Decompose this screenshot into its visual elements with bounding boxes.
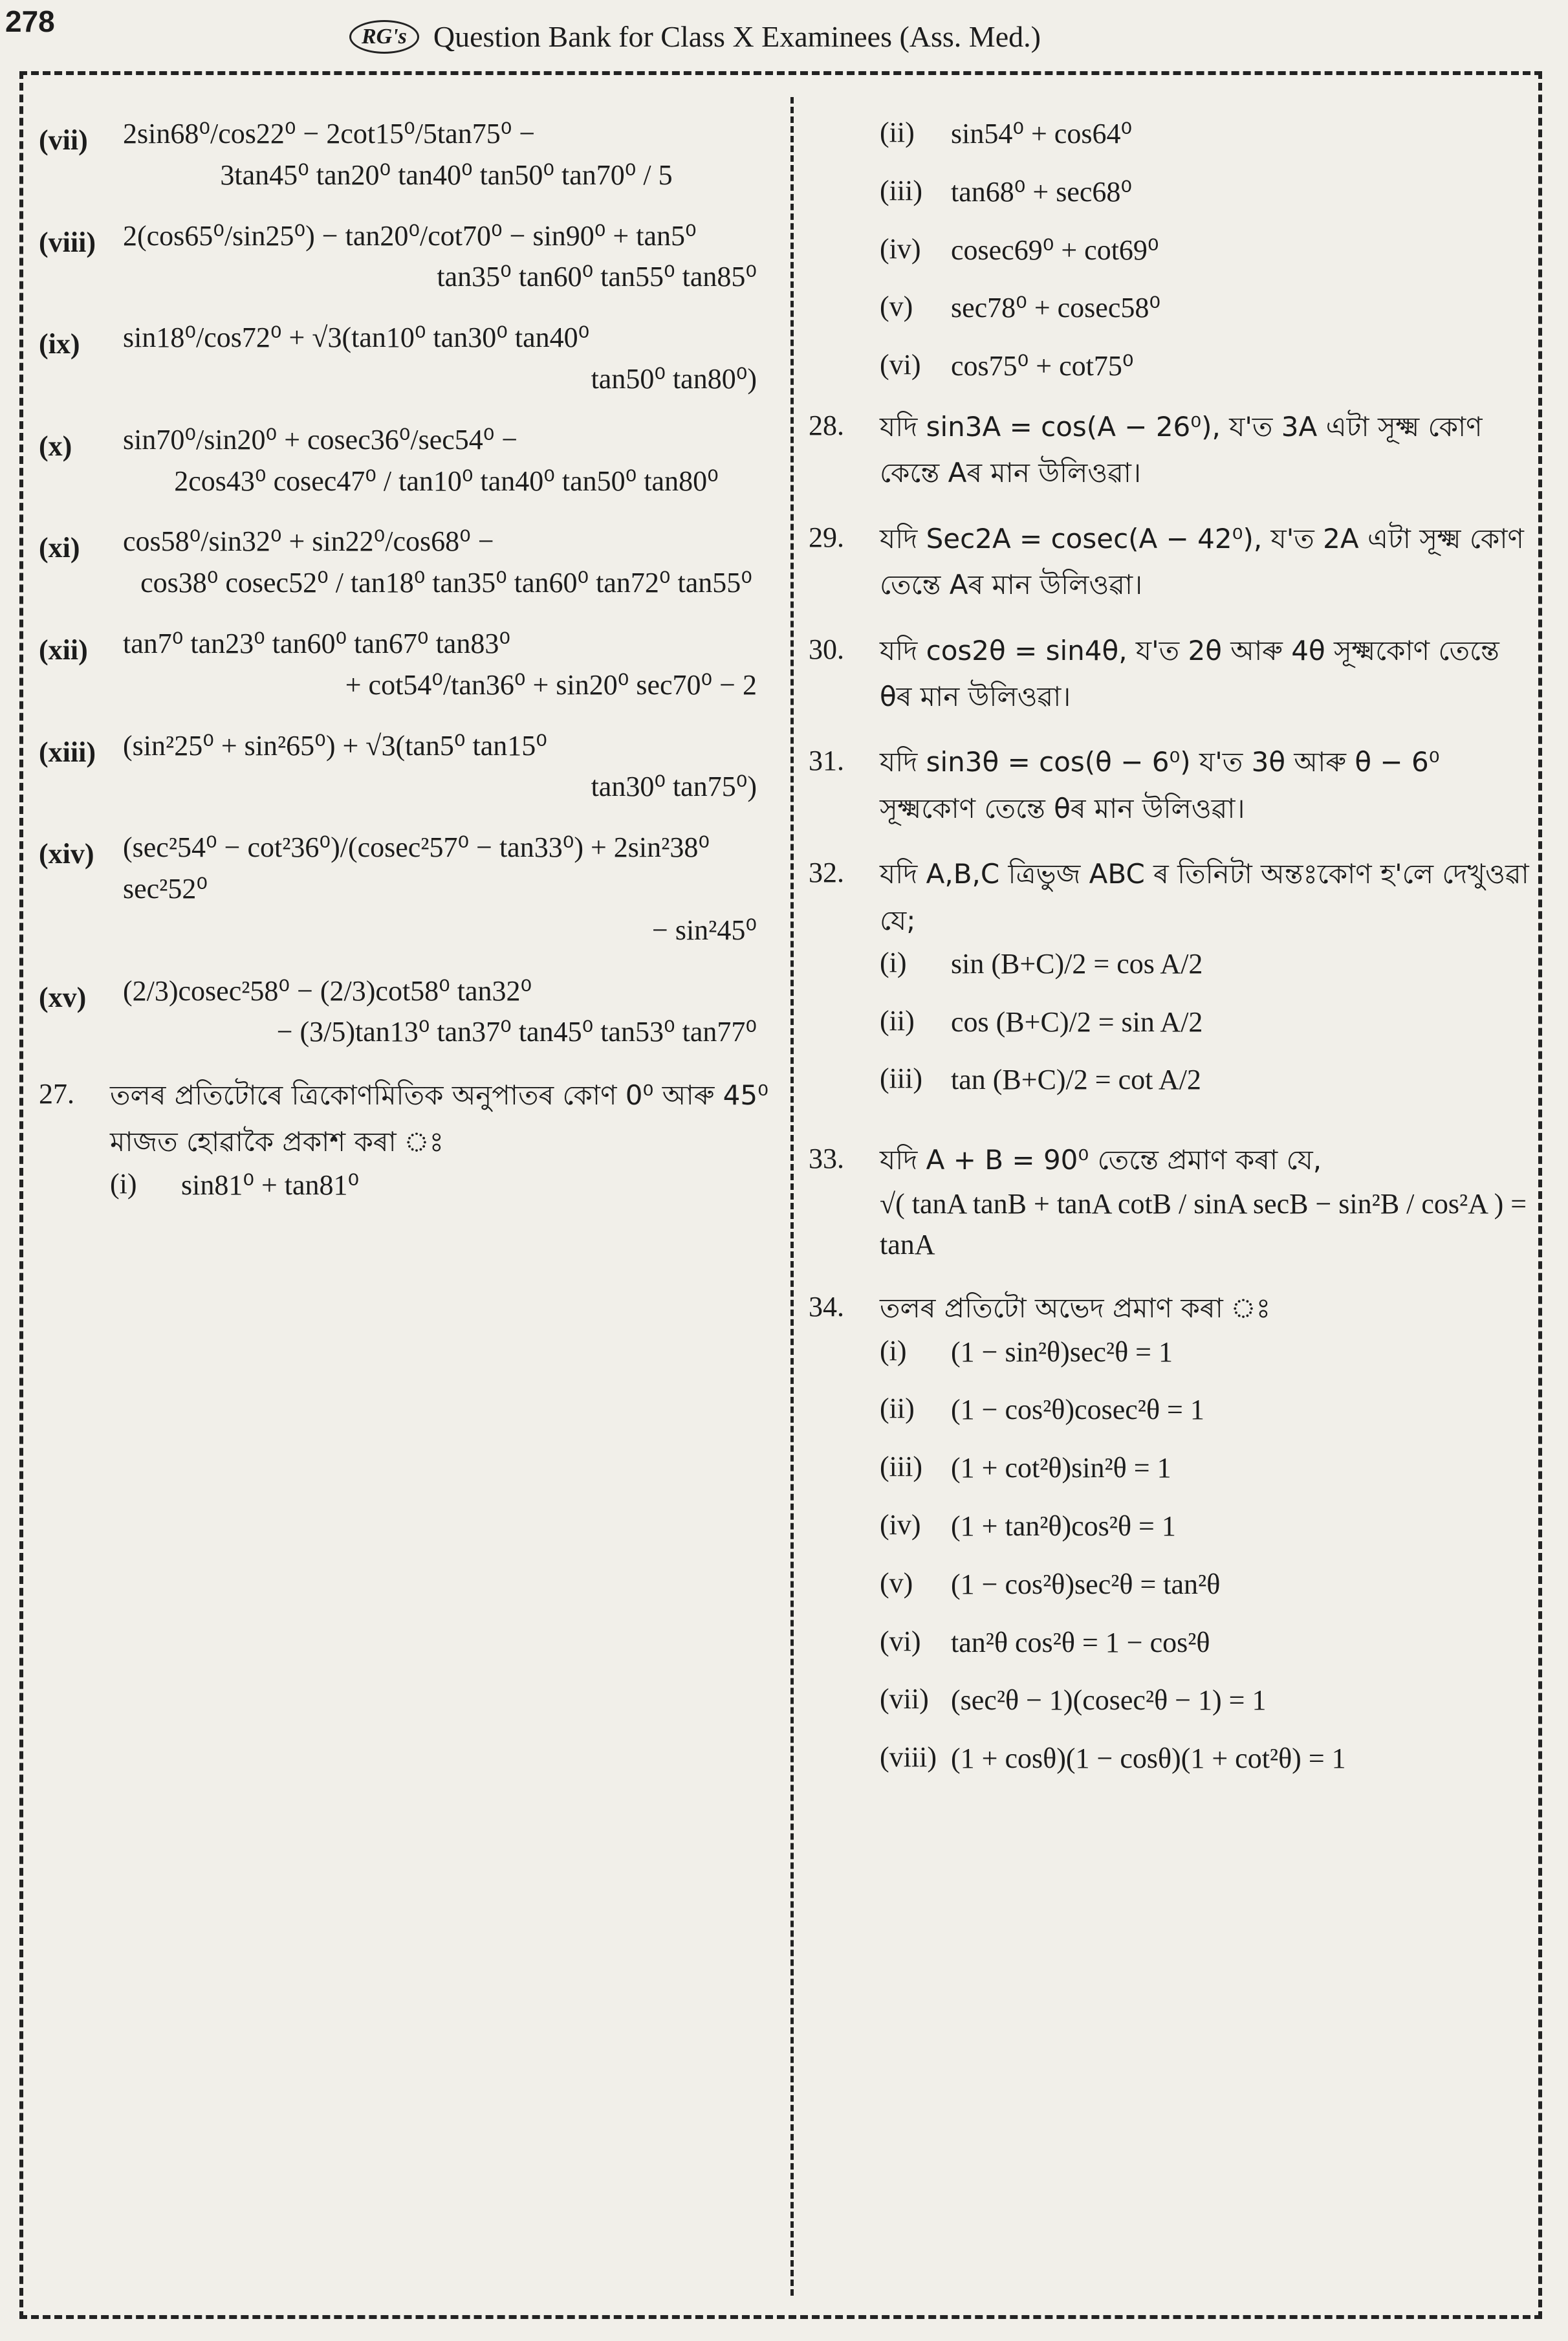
question-30 [809,628,1533,720]
sub-question-label: (xiv) [39,838,94,870]
sub-question-v [880,287,1533,329]
sub-question-label: (viii) [39,226,96,258]
expression-line: sin81⁰ + tan81⁰ [181,1169,360,1201]
sub-question-vii [880,1680,1533,1721]
expression-line: tan²θ cos²θ = 1 − cos²θ [951,1626,1210,1658]
question-32 [809,851,1533,1117]
question-text: তলৰ প্ৰতিটোৰে ত্ৰিকোণমিতিক অনুপাতৰ কোণ 0⁰ আৰু 45⁰ মাজত হোৱাকৈ প্ৰকাশ কৰা ঃ [110,1079,768,1158]
question-number: 31. [809,745,844,777]
sub-question-label: (v) [880,291,913,323]
sub-question-iv [880,1506,1533,1547]
expression-line: cos58⁰/sin32⁰ + sin22⁰/cos68⁰ − [123,525,494,558]
sub-question-label: (i) [880,1334,907,1367]
question-number: 29. [809,521,844,553]
question-27 [39,1072,770,1223]
frame-top-border [19,71,1542,75]
sub-question-ii [880,1389,1533,1431]
expression-line: cos75⁰ + cot75⁰ [951,350,1134,382]
sub-question-x [39,419,770,502]
expression-line: cos (B+C)/2 = sin A/2 [951,1006,1203,1038]
sub-question-label: (v) [880,1566,913,1599]
expression-continuation: cos38⁰ cosec52⁰ / tan18⁰ tan35⁰ tan60⁰ tan72⁰ tan55⁰ [140,567,752,599]
question-31 [809,739,1533,831]
question-number: 32. [809,857,844,889]
expression-line: (2/3)cosec²58⁰ − (2/3)cot58⁰ tan32⁰ [123,974,532,1007]
sub-question-v [880,1564,1533,1605]
sub-question-iii [880,1447,1533,1489]
question-number: 33. [809,1143,844,1175]
sub-question-viii [39,215,770,298]
column-divider [790,97,794,2296]
expression-line: (sec²54⁰ − cot²36⁰)/(cosec²57⁰ − tan33⁰) + 2sin²38⁰ sec²52⁰ [123,831,710,905]
sub-question-ii [880,1002,1533,1043]
expression-line: 2(cos65⁰/sin25⁰) − tan20⁰/cot70⁰ − sin90⁰ + tan5⁰ [123,219,697,252]
question-text: যদি Sec2A = cosec(A − 42⁰), য'ত 2A এটা সূক্ষ্ম কোণ তেন্তে Aৰ মান উলিওৱা। [880,522,1524,601]
sub-question-label: (xiii) [39,736,96,768]
sub-question-xv [39,971,770,1053]
expression-line: (1 − cos²θ)sec²θ = tan²θ [951,1568,1221,1600]
expression-line: 2sin68⁰/cos22⁰ − 2cot15⁰/5tan75⁰ − [123,118,536,149]
expression-line: sin54⁰ + cos64⁰ [951,118,1133,149]
expression-line: cosec69⁰ + cot69⁰ [951,234,1159,266]
sub-question-label: (iii) [880,1062,922,1095]
question-28 [809,404,1533,496]
expression-continuation: − (3/5)tan13⁰ tan37⁰ tan45⁰ tan53⁰ tan77⁰ [276,1016,757,1048]
sub-question-label: (xi) [39,532,80,564]
expression-continuation: tan35⁰ tan60⁰ tan55⁰ tan85⁰ [437,261,757,293]
sub-question-iii [880,1059,1533,1101]
sub-question-label: (viii) [880,1741,937,1774]
expression-line: tan7⁰ tan23⁰ tan60⁰ tan67⁰ tan83⁰ [123,627,510,659]
sub-question-label: (ix) [39,328,80,360]
expression-line: tan68⁰ + sec68⁰ [951,175,1133,208]
sub-question-label: (vi) [880,349,921,381]
sub-question-i [110,1165,770,1206]
question-text: যদি sin3A = cos(A − 26⁰), য'ত 3A এটা সূক্ষ্ম কোণ কেন্তে Aৰ মান উলিওৱা। [880,410,1483,489]
sub-question-label: (ii) [880,116,915,148]
expression-line: (1 + tan²θ)cos²θ = 1 [951,1510,1176,1543]
expression-line: sin (B+C)/2 = cos A/2 [951,947,1203,980]
sub-question-xiv [39,827,770,951]
expression-line: (1 + cot²θ)sin²θ = 1 [951,1452,1171,1484]
question-34 [809,1285,1533,1796]
header-title: Question Bank for Class X Examinees (Ass. Med.) [433,20,1041,53]
sub-question-label: (iii) [880,174,922,206]
expression-continuation: 2cos43⁰ cosec47⁰ / tan10⁰ tan40⁰ tan50⁰ tan80⁰ [174,465,719,497]
expression-continuation: tan50⁰ tan80⁰) [591,362,757,395]
expression-line: (sin²25⁰ + sin²65⁰) + √3(tan5⁰ tan15⁰ [123,729,547,762]
sub-question-xii [39,623,770,706]
sub-question-label: (iv) [880,1509,921,1541]
page-header [349,19,1041,54]
expression-continuation: − sin²45⁰ [652,914,757,946]
question-text: যদি cos2θ = sin4θ, য'ত 2θ আৰু 4θ সূক্ষ্মকোণ তেন্তে θৰ মান উলিওৱা। [880,634,1499,712]
question-number: 30. [809,633,844,665]
question-29 [809,516,1533,608]
question-27-continued [809,113,1533,387]
expression-line: tan (B+C)/2 = cot A/2 [951,1064,1201,1096]
sub-question-i [880,943,1533,985]
publisher-logo: RG's [349,20,419,54]
sub-question-label: (vii) [880,1683,929,1715]
sub-question-label: (i) [110,1167,137,1200]
sub-question-xi [39,521,770,604]
frame-right-border [1538,71,1542,2319]
sub-question-label: (ii) [880,1004,915,1037]
sub-question-label: (xv) [39,981,87,1013]
question-number: 28. [809,409,844,441]
frame-left-border [19,71,23,2319]
question-text: যদি A + B = 90⁰ তেন্তে প্ৰমাণ কৰা যে, [880,1144,1322,1176]
question-number: 34. [809,1291,844,1323]
expression-continuation: + cot54⁰/tan36⁰ + sin20⁰ sec70⁰ − 2 [345,668,757,701]
expression-continuation: tan30⁰ tan75⁰) [591,771,757,803]
expression-line: sin70⁰/sin20⁰ + cosec36⁰/sec54⁰ − [123,423,518,456]
sub-question-label: (vi) [880,1625,921,1657]
sub-question-ii [880,113,1533,155]
sub-question-ix [39,317,770,400]
expression-line: (1 − cos²θ)cosec²θ = 1 [951,1394,1204,1426]
sub-question-iii [880,171,1533,213]
right-column [809,113,1533,1816]
sub-question-vi [880,1622,1533,1664]
page-number: 278 [5,5,55,38]
expression-continuation: 3tan45⁰ tan20⁰ tan40⁰ tan50⁰ tan70⁰ / 5 [220,159,673,191]
sub-question-label: (vii) [39,124,88,156]
sub-question-viii [880,1738,1533,1779]
frame-bottom-border [19,2315,1542,2319]
sub-question-iv [880,230,1533,271]
sub-question-xiii [39,725,770,808]
question-text: যদি A,B,C ত্ৰিভুজ ABC ৰ তিনিটা অন্তঃকোণ হ'লে দেখুওৱা যে; [880,858,1529,936]
left-column [39,113,770,1242]
expression-line: √( tanA tanB + tanA cotB / sinA secB − sin²B / cos²A ) = tanA [880,1187,1527,1261]
sub-question-vi [880,346,1533,387]
sub-question-label: (iv) [880,232,921,265]
sub-question-label: (iii) [880,1451,922,1483]
expression-line: (1 − sin²θ)sec²θ = 1 [951,1335,1173,1368]
sub-question-label: (xii) [39,633,88,666]
sub-question-i [880,1332,1533,1373]
sub-question-label: (ii) [880,1392,915,1425]
expression-line: (sec²θ − 1)(cosec²θ − 1) = 1 [951,1684,1267,1717]
sub-question-vii [39,113,770,196]
question-text: যদি sin3θ = cos(θ − 6⁰) য'ত 3θ আৰু θ − 6⁰ সূক্ষ্মকোণ তেন্তে θৰ মান উলিওৱা। [880,746,1440,824]
question-text: তলৰ প্ৰতিটো অভেদ প্ৰমাণ কৰা ঃ [880,1292,1271,1324]
sub-question-label: (i) [880,946,907,978]
expression-line: sin18⁰/cos72⁰ + √3(tan10⁰ tan30⁰ tan40⁰ [123,322,590,354]
question-33 [809,1137,1533,1266]
expression-line: (1 + cosθ)(1 − cosθ)(1 + cot²θ) = 1 [951,1742,1346,1775]
sub-question-label: (x) [39,430,72,462]
question-number: 27. [39,1078,74,1110]
expression-line: sec78⁰ + cosec58⁰ [951,292,1160,324]
